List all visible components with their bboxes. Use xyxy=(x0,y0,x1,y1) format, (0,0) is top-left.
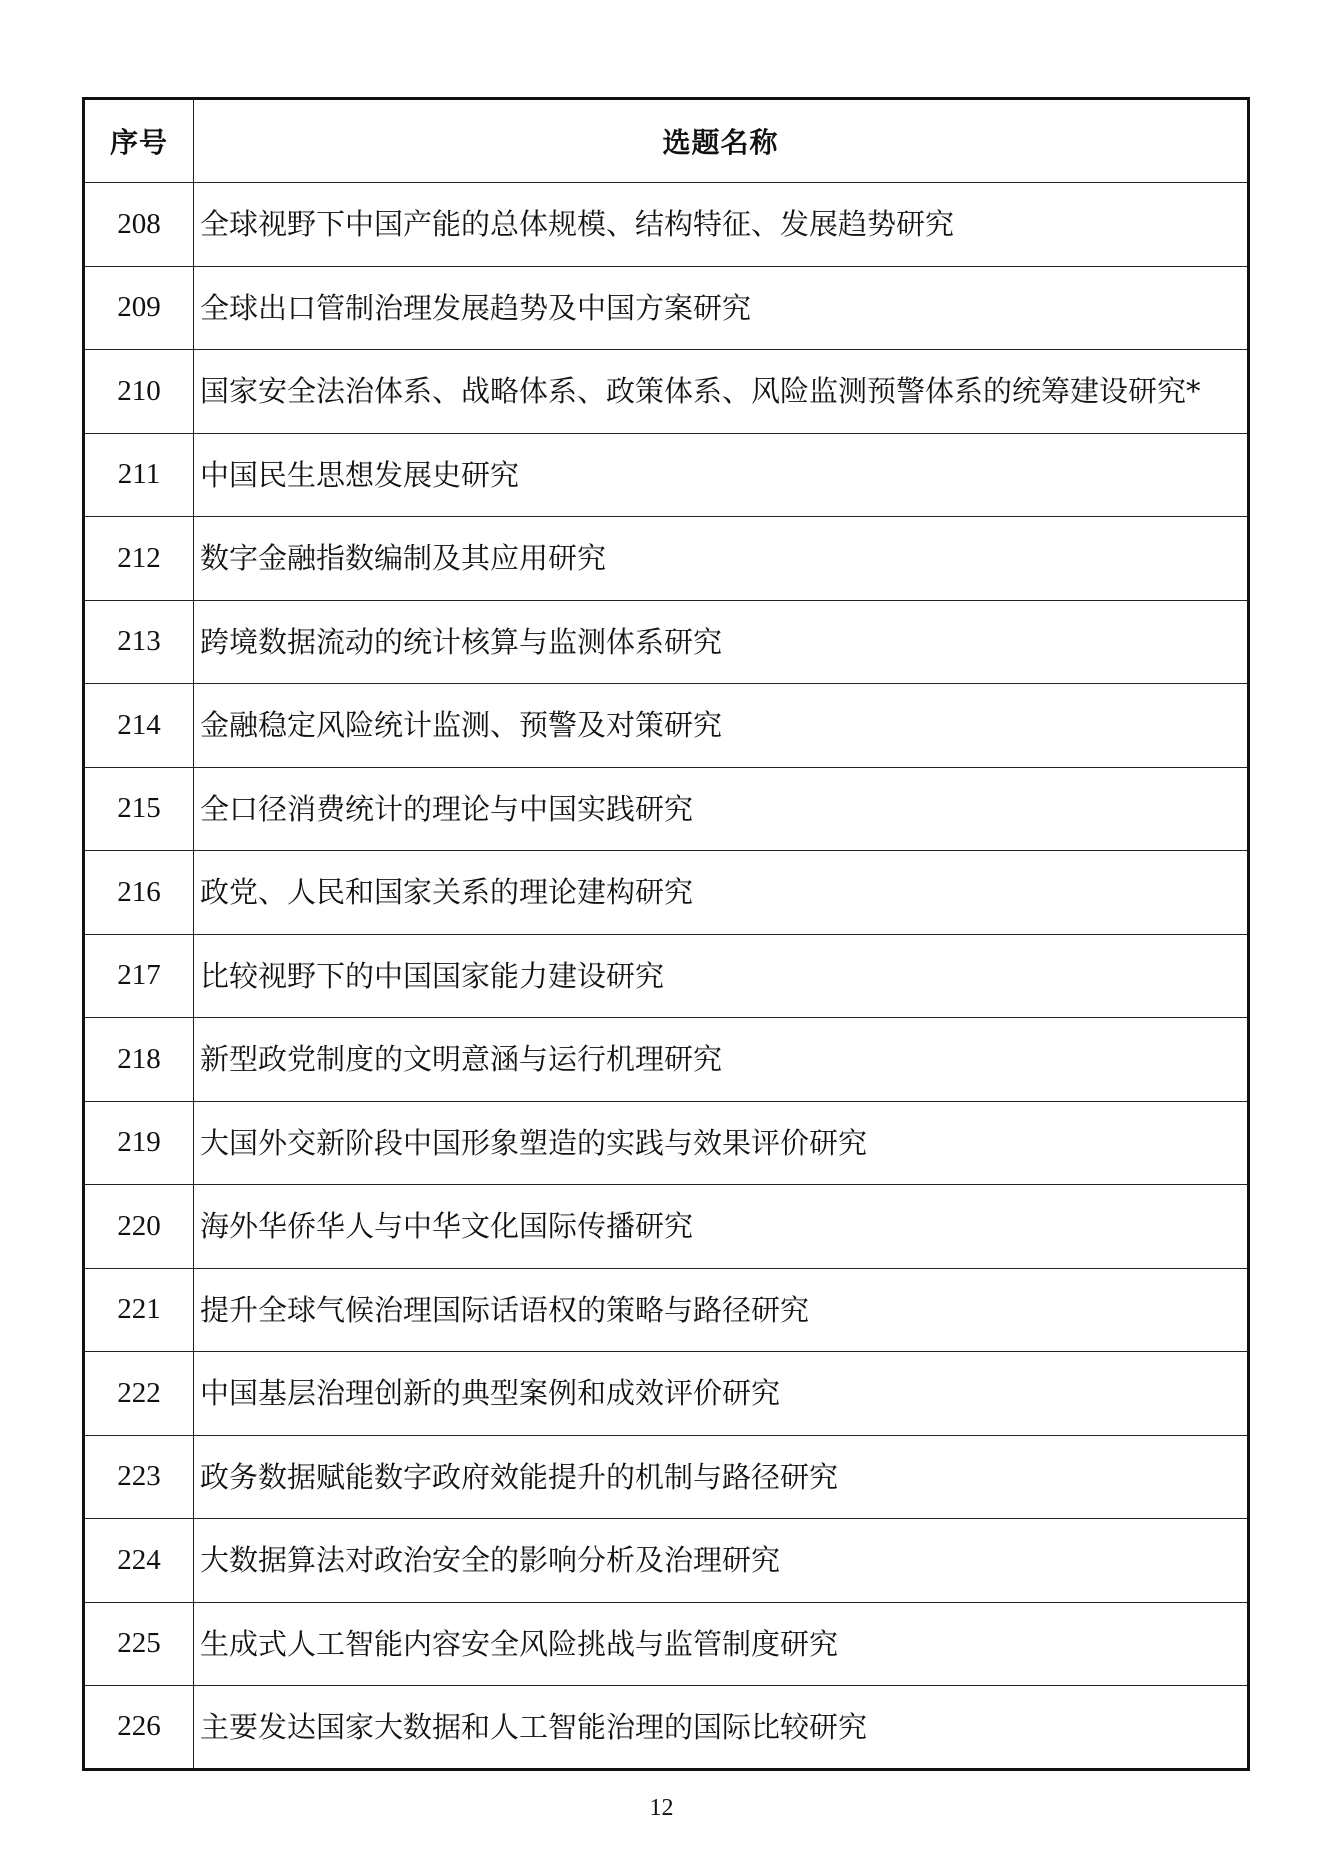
row-title: 海外华侨华人与中华文化国际传播研究 xyxy=(194,1185,1249,1269)
table-row xyxy=(84,350,1249,434)
table-row xyxy=(84,767,1249,851)
row-number: 225 xyxy=(84,1602,194,1686)
row-title: 大国外交新阶段中国形象塑造的实践与效果评价研究 xyxy=(194,1101,1249,1185)
row-title: 中国基层治理创新的典型案例和成效评价研究 xyxy=(194,1352,1249,1436)
row-number: 214 xyxy=(84,684,194,768)
table-row xyxy=(84,600,1249,684)
table-row xyxy=(84,266,1249,350)
row-number: 223 xyxy=(84,1435,194,1519)
row-number: 209 xyxy=(84,266,194,350)
row-title: 数字金融指数编制及其应用研究 xyxy=(194,517,1249,601)
row-number: 226 xyxy=(84,1686,194,1770)
table-row xyxy=(84,1185,1249,1269)
row-title: 全球视野下中国产能的总体规模、结构特征、发展趋势研究 xyxy=(194,183,1249,267)
row-number: 216 xyxy=(84,851,194,935)
row-number: 213 xyxy=(84,600,194,684)
header-number: 序号 xyxy=(84,99,194,183)
row-title: 提升全球气候治理国际话语权的策略与路径研究 xyxy=(194,1268,1249,1352)
row-title: 主要发达国家大数据和人工智能治理的国际比较研究 xyxy=(194,1686,1249,1770)
table-row xyxy=(84,684,1249,768)
row-number: 208 xyxy=(84,183,194,267)
row-number: 215 xyxy=(84,767,194,851)
row-number: 210 xyxy=(84,350,194,434)
table-row xyxy=(84,433,1249,517)
row-title: 新型政党制度的文明意涵与运行机理研究 xyxy=(194,1018,1249,1102)
row-title: 全口径消费统计的理论与中国实践研究 xyxy=(194,767,1249,851)
table-header-row xyxy=(84,99,1249,183)
row-title: 跨境数据流动的统计核算与监测体系研究 xyxy=(194,600,1249,684)
table-row xyxy=(84,1602,1249,1686)
row-number: 224 xyxy=(84,1519,194,1603)
table-row xyxy=(84,1268,1249,1352)
row-title: 大数据算法对政治安全的影响分析及治理研究 xyxy=(194,1519,1249,1603)
table-row xyxy=(84,851,1249,935)
row-number: 218 xyxy=(84,1018,194,1102)
table-row xyxy=(84,517,1249,601)
row-number: 222 xyxy=(84,1352,194,1436)
table-row xyxy=(84,1686,1249,1770)
row-title: 生成式人工智能内容安全风险挑战与监管制度研究 xyxy=(194,1602,1249,1686)
row-number: 220 xyxy=(84,1185,194,1269)
table-row xyxy=(84,183,1249,267)
row-title: 政务数据赋能数字政府效能提升的机制与路径研究 xyxy=(194,1435,1249,1519)
table-row xyxy=(84,1435,1249,1519)
row-title: 政党、人民和国家关系的理论建构研究 xyxy=(194,851,1249,935)
topic-table xyxy=(82,97,1250,1771)
table-row xyxy=(84,934,1249,1018)
row-title: 全球出口管制治理发展趋势及中国方案研究 xyxy=(194,266,1249,350)
row-title: 金融稳定风险统计监测、预警及对策研究 xyxy=(194,684,1249,768)
row-number: 212 xyxy=(84,517,194,601)
row-number: 221 xyxy=(84,1268,194,1352)
row-title: 比较视野下的中国国家能力建设研究 xyxy=(194,934,1249,1018)
row-number: 211 xyxy=(84,433,194,517)
page-number: 12 xyxy=(649,1795,674,1821)
row-number: 219 xyxy=(84,1101,194,1185)
row-title: 中国民生思想发展史研究 xyxy=(194,433,1249,517)
table-row xyxy=(84,1519,1249,1603)
table-row xyxy=(84,1352,1249,1436)
table-row xyxy=(84,1018,1249,1102)
row-number: 217 xyxy=(84,934,194,1018)
row-title: 国家安全法治体系、战略体系、政策体系、风险监测预警体系的统筹建设研究* xyxy=(194,350,1249,434)
header-title: 选题名称 xyxy=(194,99,1249,183)
table-row xyxy=(84,1101,1249,1185)
